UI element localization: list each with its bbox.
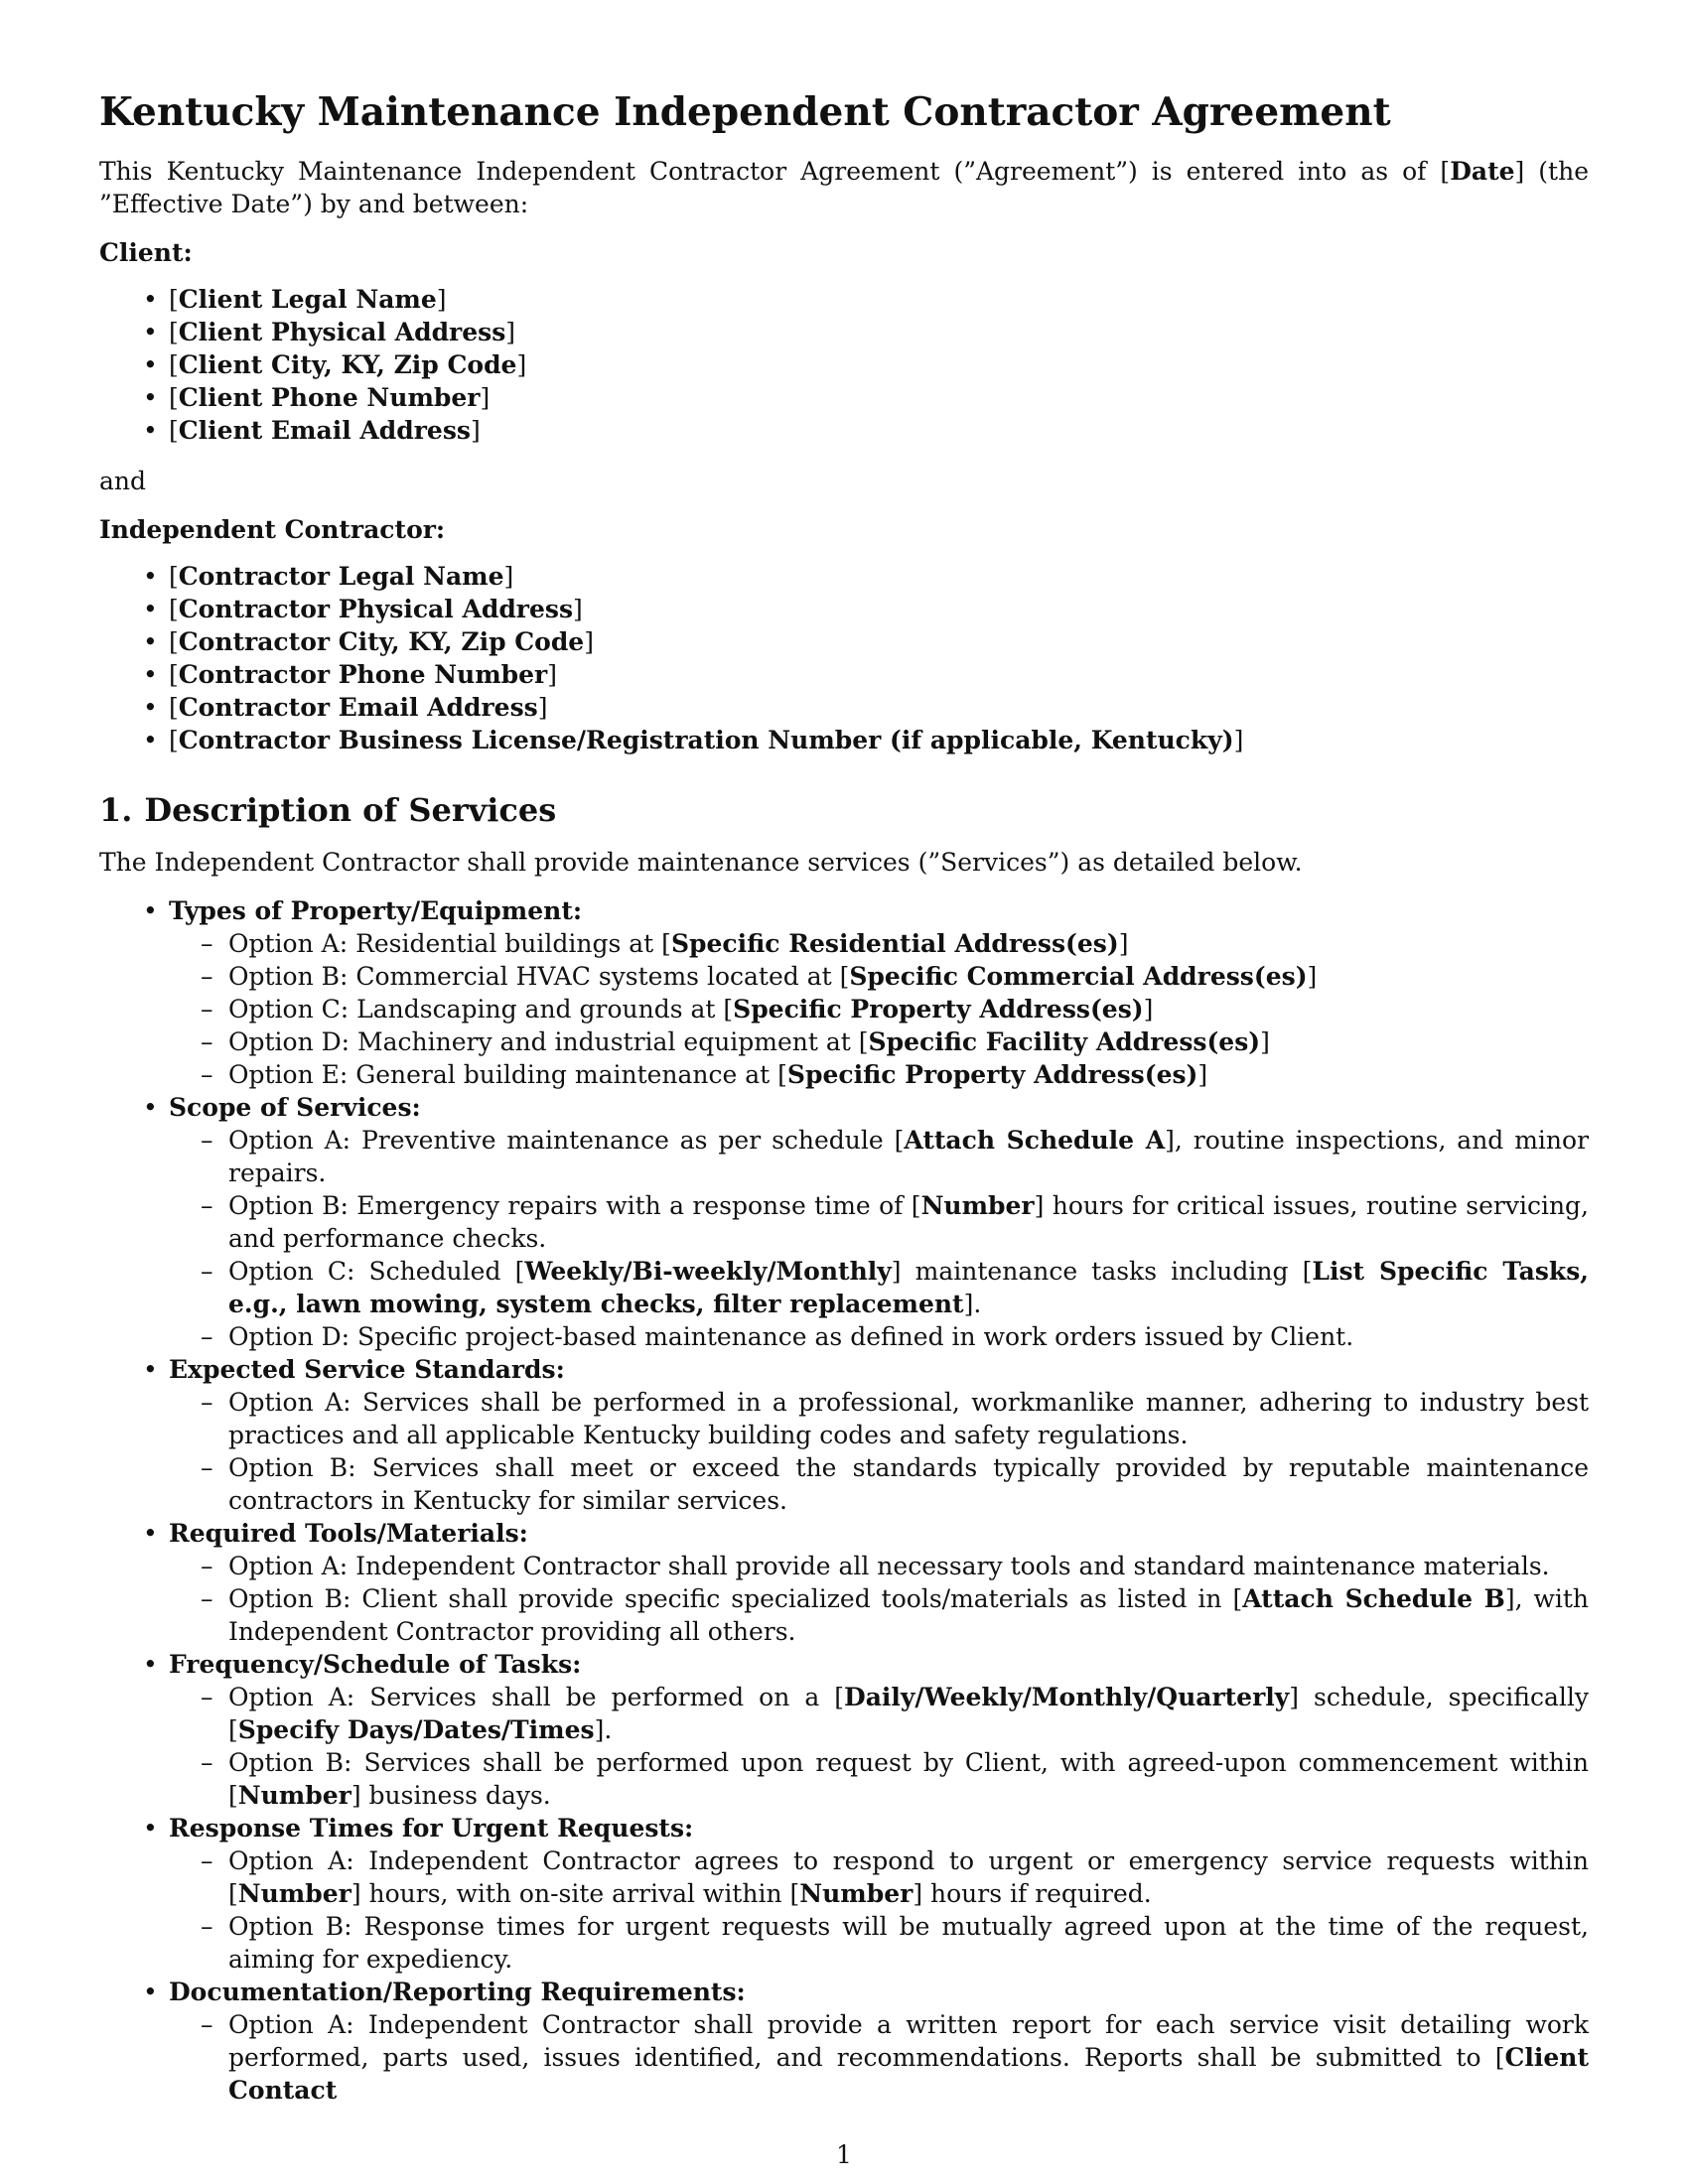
service-topic [169,894,1589,1091]
service-topic [169,1648,1589,1812]
option-item [228,1124,1589,1189]
option-text: Option C: Landscaping and grounds at [ [228,995,734,1024]
client-fields-list [99,283,1589,447]
service-topic-heading: Expected Service Standards: [169,1355,565,1384]
option-text: Option A: Independent Contractor agrees to respond to urgent or emergency service requests within [ [228,1846,1589,1908]
document-title: Kentucky Maintenance Independent Contractor Agreement [99,89,1391,135]
section-1-title: Description of Services [144,791,557,829]
option-text: ]. [594,1715,613,1744]
contractor-city-placeholder: Contractor City, KY, Zip Code [178,627,585,656]
option-text: ] [1197,1060,1208,1089]
option-item [228,1582,1589,1648]
option-text: Option B: Response times for urgent requests will be mutually agreed upon at the time of the request, aiming for expediency. [228,1912,1589,1974]
option-text: ] [1307,962,1318,991]
option-text: Option A: Services shall be performed on a [ [228,1683,845,1711]
contractor-field: • [Contractor Legal Name] [169,560,1589,593]
option-list [169,1386,1589,1517]
option-text: ] maintenance tasks including [ [891,1257,1313,1286]
client-field: • [Client Email Address] [169,414,1589,447]
service-topic [169,1353,1589,1517]
option-list [169,927,1589,1091]
option-text: Option D: Machinery and industrial equipment at [ [228,1027,869,1056]
option-placeholder: Specify Days/Dates/Times [237,1715,595,1744]
option-placeholder: Specific Facility Address(es) [868,1027,1261,1056]
option-placeholder: Specific Residential Address(es) [670,929,1119,958]
service-topic [169,1517,1589,1648]
option-placeholder: Attach Schedule B [1242,1584,1505,1613]
option-item [228,1386,1589,1451]
service-topic-heading: Frequency/Schedule of Tasks: [169,1650,582,1679]
contractor-license-placeholder: Contractor Business License/Registration Number (if applicable, Kentucky) [178,726,1234,754]
client-field: • [Client Phone Number] [169,381,1589,414]
option-text: ] hours for critical issues, routine servicing, and performance checks. [228,1191,1589,1253]
intro-date-placeholder: Date [1450,157,1515,186]
option-list [169,1550,1589,1648]
option-list [169,1681,1589,1812]
option-text: ]. [963,1290,982,1318]
contractor-legal-name-placeholder: Contractor Legal Name [178,562,504,591]
option-text: ] hours, with on-site arrival within [ [351,1879,800,1908]
contractor-address-placeholder: Contractor Physical Address [178,595,574,623]
option-text: Option A: Residential buildings at [ [228,929,671,958]
contractor-fields-list [99,560,1589,756]
service-topic-heading: Types of Property/Equipment: [169,896,583,925]
option-placeholder: Attach Schedule A [904,1126,1166,1155]
contractor-field: • [Contractor Phone Number] [169,658,1589,691]
option-text: Option D: Specific project-based maintenance as defined in work orders issued by Client. [228,1322,1354,1351]
option-item [228,1844,1589,1910]
option-placeholder: Daily/Weekly/Monthly/Quarterly [844,1683,1290,1711]
option-placeholder: Specific Property Address(es) [786,1060,1198,1089]
option-text: Option E: General building maintenance at [ [228,1060,787,1089]
option-item [228,2008,1589,2107]
section-1-intro: The Independent Contractor shall provide maintenance services (”Services”) as detailed below. [99,848,1303,877]
client-city-placeholder: Client City, KY, Zip Code [178,350,517,379]
option-text: Option B: Client shall provide specific specialized tools/materials as listed in [ [228,1584,1243,1613]
option-item [228,1550,1589,1582]
contractor-field: • [Contractor Physical Address] [169,593,1589,625]
option-item [228,927,1589,960]
and-text: and [99,467,147,495]
contractor-phone-placeholder: Contractor Phone Number [178,660,548,689]
option-text: ], with Independent Contractor providing all others. [228,1584,1589,1646]
option-text: Option A: Preventive maintenance as per schedule [ [228,1126,905,1155]
option-text: ] [1143,995,1154,1024]
option-placeholder: Client Contact [228,2043,1589,2105]
option-placeholder: Number [920,1191,1035,1220]
option-placeholder: Number [799,1879,914,1908]
option-placeholder: Number [237,1879,352,1908]
option-text: Option C: Scheduled [ [228,1257,525,1286]
services-topic-list [99,894,1589,2107]
client-field: • [Client Physical Address] [169,316,1589,348]
option-text: Option B: Emergency repairs with a response time of [ [228,1191,921,1220]
option-placeholder: Number [237,1781,352,1810]
option-placeholder: Weekly/Bi-weekly/Monthly [524,1257,892,1286]
option-text: ] business days. [351,1781,551,1810]
option-item [228,1910,1589,1976]
service-topic-heading: Scope of Services: [169,1093,421,1122]
intro-text-after: ] (the ”Effective Date”) by and between: [99,157,1589,218]
option-list [169,1844,1589,1976]
service-topic [169,1091,1589,1353]
option-text: ] schedule, specifically [ [228,1683,1589,1744]
option-placeholder: List Specific Tasks, e.g., lawn mowing, system checks, filter replacement [228,1257,1590,1318]
option-item [228,1681,1589,1746]
option-text: Option A: Independent Contractor shall provide a written report for each service visit detailing work performed, parts used, issues identified, and recommendations. Reports shall be submitted to [ [228,2010,1589,2072]
document-page [99,87,1589,2124]
client-field: • [Client Legal Name] [169,283,1589,316]
option-text: Option B: Commercial HVAC systems located at [ [228,962,850,991]
client-email-placeholder: Client Email Address [178,416,471,445]
option-text: ] hours if required. [913,1879,1152,1908]
option-item [228,960,1589,993]
option-item [228,1189,1589,1255]
option-item [228,1025,1589,1058]
client-field: • [Client City, KY, Zip Code] [169,348,1589,381]
option-list [169,1124,1589,1353]
page-number: 1 [836,2140,852,2169]
service-topic [169,1812,1589,1976]
service-topic-heading: Required Tools/Materials: [169,1519,528,1548]
option-item [228,1058,1589,1091]
option-item [228,1255,1589,1320]
option-item [228,993,1589,1025]
intro-text-before: This Kentucky Maintenance Independent Contractor Agreement (”Agreement”) is entered into as of [ [99,157,1451,186]
intro-paragraph [99,155,1589,220]
contractor-field: • [Contractor Business License/Registration Number (if applicable, Kentucky)] [169,724,1589,756]
option-text: Option B: Services shall meet or exceed the standards typically provided by reputable maintenance contractors in Kentucky for similar services. [228,1453,1589,1515]
option-text: ] [1260,1027,1270,1056]
option-text: Option A: Services shall be performed in a professional, workmanlike manner, adhering to industry best practices and all applicable Kentucky building codes and safety regulations. [228,1388,1589,1449]
option-placeholder: Specific Property Address(es) [733,995,1144,1024]
option-item [228,1451,1589,1517]
client-phone-placeholder: Client Phone Number [178,383,481,412]
service-topic-heading: Documentation/Reporting Requirements: [169,1978,746,2006]
contractor-label: Independent Contractor: [99,515,446,544]
option-list [169,2008,1589,2107]
option-text: ], routine inspections, and minor repairs. [228,1126,1590,1187]
client-legal-name-placeholder: Client Legal Name [178,285,437,314]
contractor-email-placeholder: Contractor Email Address [178,693,538,722]
contractor-field: • [Contractor City, KY, Zip Code] [169,625,1589,658]
section-1-number: 1. [99,791,133,829]
client-label: Client: [99,238,193,267]
option-placeholder: Specific Commercial Address(es) [849,962,1308,991]
option-item [228,1320,1589,1353]
option-text: Option B: Services shall be performed upon request by Client, with agreed-upon commencement within [ [228,1748,1589,1810]
service-topic-heading: Response Times for Urgent Requests: [169,1814,694,1843]
option-text: Option A: Independent Contractor shall provide all necessary tools and standard maintenance materials. [228,1552,1550,1580]
section-1-heading [99,790,1589,830]
option-text: ] [1118,929,1129,958]
contractor-field: • [Contractor Email Address] [169,691,1589,724]
option-item [228,1746,1589,1812]
client-address-placeholder: Client Physical Address [178,318,506,346]
service-topic [169,1976,1589,2107]
